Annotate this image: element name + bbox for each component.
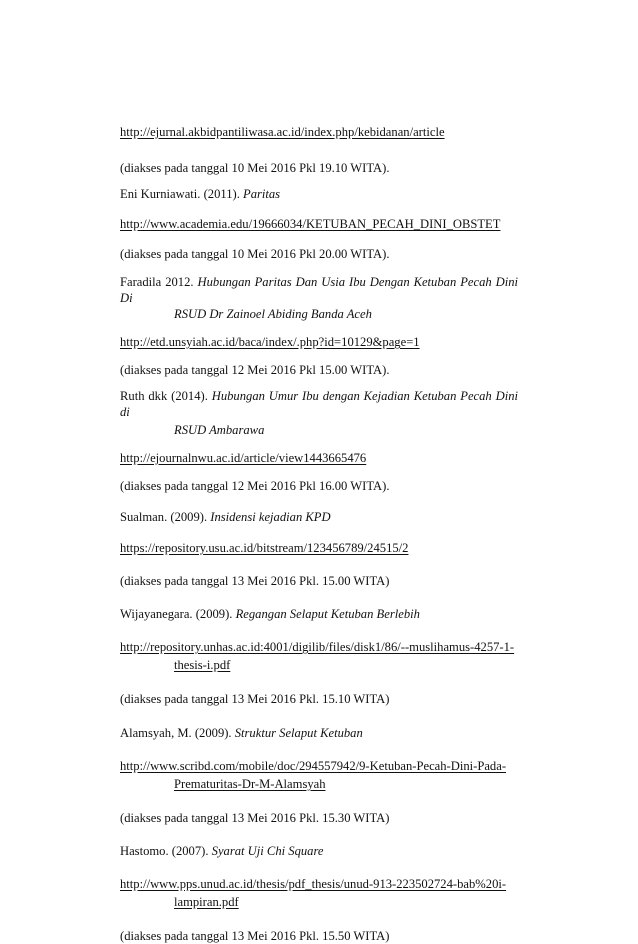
reference-title: RSUD Dr Zainoel Abiding Banda Aceh	[174, 307, 372, 321]
reference-entry	[120, 274, 518, 306]
reference-accessed-date: (diakses pada tanggal 13 Mei 2016 Pkl. 15.00 WITA)	[120, 574, 390, 588]
reference-entry-continuation	[120, 422, 518, 438]
reference-url[interactable]: http://ejurnal.akbidpantiliwasa.ac.id/index.php/kebidanan/article	[120, 125, 445, 139]
reference-author: Eni Kurniawati. (2011).	[120, 187, 243, 201]
reference-entry-continuation	[120, 306, 518, 322]
reference-url[interactable]: https://repository.usu.ac.id/bitstream/123456789/24515/2	[120, 541, 409, 555]
reference-url[interactable]: http://etd.unsyiah.ac.id/baca/index/.php?id=10129&page=1	[120, 335, 420, 349]
reference-title: Paritas	[243, 187, 281, 201]
reference-accessed-date: (diakses pada tanggal 13 Mei 2016 Pkl. 15.30 WITA)	[120, 811, 390, 825]
reference-accessed-date: (diakses pada tanggal 10 Mei 2016 Pkl 20.00 WITA).	[120, 247, 390, 261]
reference-author: Faradila 2012.	[120, 275, 198, 289]
reference-title: Syarat Uji Chi Square	[211, 844, 324, 858]
reference-list	[120, 124, 518, 944]
reference-title: Insidensi kejadian KPD	[210, 510, 331, 524]
reference-entry	[120, 388, 518, 420]
reference-url[interactable]: http://www.academia.edu/19666034/KETUBAN_PECAH_DINI_OBSTET	[120, 217, 501, 231]
reference-author: Alamsyah, M. (2009).	[120, 726, 235, 740]
reference-entry	[120, 186, 518, 202]
reference-url-continuation[interactable]: thesis-i.pdf	[174, 658, 231, 672]
reference-url[interactable]: http://www.scribd.com/mobile/doc/294557942/9-Ketuban-Pecah-Dini-Pada-	[120, 759, 507, 773]
reference-title: Struktur Selaput Ketuban	[234, 726, 363, 740]
reference-url[interactable]: http://ejournalnwu.ac.id/article/view1443665476	[120, 451, 367, 465]
reference-url-continuation[interactable]: lampiran.pdf	[174, 895, 239, 909]
reference-url-continuation[interactable]: Prematuritas-Dr-M-Alamsyah	[174, 777, 326, 791]
reference-accessed-date: (diakses pada tanggal 12 Mei 2016 Pkl 16.00 WITA).	[120, 479, 390, 493]
reference-entry	[120, 509, 518, 525]
reference-author: Hastomo. (2007).	[120, 844, 212, 858]
reference-accessed-date: (diakses pada tanggal 12 Mei 2016 Pkl 15.00 WITA).	[120, 363, 390, 377]
reference-url[interactable]: http://www.pps.unud.ac.id/thesis/pdf_thesis/unud-913-223502724-bab%20i-	[120, 877, 507, 891]
reference-author: Sualman. (2009).	[120, 510, 211, 524]
reference-entry	[120, 843, 518, 859]
reference-author: Wijayanegara. (2009).	[120, 607, 236, 621]
reference-accessed-date: (diakses pada tanggal 10 Mei 2016 Pkl 19.10 WITA).	[120, 161, 390, 175]
reference-accessed-date: (diakses pada tanggal 13 Mei 2016 Pkl. 15.50 WITA)	[120, 929, 390, 943]
reference-title: Hubungan Umur Ibu dengan Kejadian Ketuban Pecah Dini di	[120, 389, 518, 419]
reference-title: Regangan Selaput Ketuban Berlebih	[235, 607, 420, 621]
reference-author: Ruth dkk (2014).	[120, 389, 212, 403]
reference-accessed-date: (diakses pada tanggal 13 Mei 2016 Pkl. 15.10 WITA)	[120, 692, 390, 706]
reference-title: Hubungan Paritas Dan Usia Ibu Dengan Ketuban Pecah Dini Di	[120, 275, 518, 305]
reference-url[interactable]: http://repository.unhas.ac.id:4001/digilib/files/disk1/86/--muslihamus-4257-1-	[120, 640, 515, 654]
reference-title: RSUD Ambarawa	[174, 423, 265, 437]
reference-entry	[120, 725, 518, 741]
reference-entry	[120, 606, 518, 622]
